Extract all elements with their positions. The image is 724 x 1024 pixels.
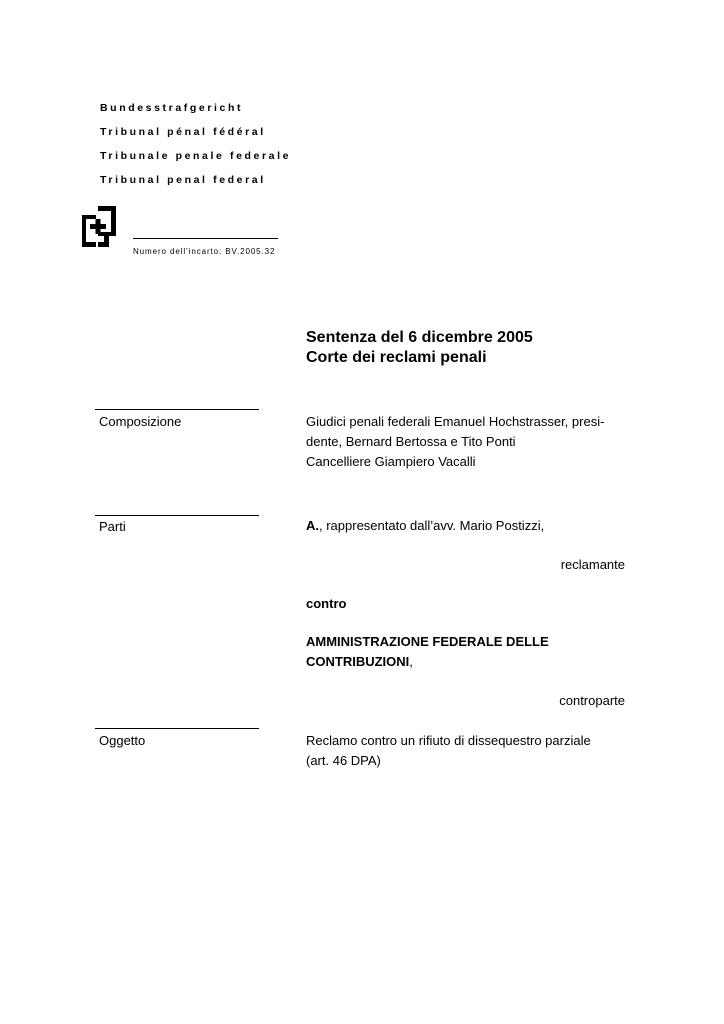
case-number: Numero dell’incarto: BV.2005.32 — [133, 247, 276, 256]
court-chamber: Corte dei reclami penali — [306, 349, 487, 366]
court-name-rm: Tribunal penal federal — [100, 174, 266, 186]
composizione-line: Cancelliere Giampiero Vacalli — [306, 454, 476, 469]
party-b-name-line2: CONTRIBUZIONI — [306, 654, 410, 669]
party-a-name: A. — [306, 518, 319, 533]
composizione-text — [306, 412, 604, 472]
composizione-line: Giudici penali federali Emanuel Hochstrasser, presi- — [306, 414, 605, 429]
judgment-date: Sentenza del 6 dicembre 2005 — [306, 329, 533, 346]
versus-label: contro — [306, 596, 347, 611]
court-name-it: Tribunale penale federale — [100, 150, 292, 162]
party-b-name-line1: AMMINISTRAZIONE FEDERALE DELLE — [306, 634, 549, 649]
case-number-rule — [133, 238, 278, 239]
oggetto-rule — [95, 728, 259, 729]
composizione-rule — [95, 409, 259, 410]
swiss-federal-emblem-icon — [82, 206, 116, 247]
court-name-de: Bundesstrafgericht — [100, 102, 244, 114]
party-a — [306, 516, 544, 536]
party-a-details: , rappresentato dall’avv. Mario Postizzi, — [319, 518, 545, 533]
oggetto-label: Oggetto — [99, 733, 146, 748]
composizione-line: dente, Bernard Bertossa e Tito Ponti — [306, 434, 516, 449]
judgment-title — [306, 328, 533, 368]
party-b — [306, 632, 549, 672]
oggetto-text — [306, 731, 591, 771]
oggetto-line: Reclamo contro un rifiuto di dissequestro parziale — [306, 733, 591, 748]
parti-rule — [95, 515, 259, 516]
party-b-punct: , — [409, 654, 413, 669]
party-a-role: reclamante — [560, 557, 625, 572]
oggetto-line: (art. 46 DPA) — [306, 753, 381, 768]
composizione-label: Composizione — [99, 414, 182, 429]
parti-label: Parti — [99, 519, 126, 534]
court-name-fr: Tribunal pénal fédéral — [100, 126, 266, 138]
party-b-role: controparte — [559, 693, 625, 708]
